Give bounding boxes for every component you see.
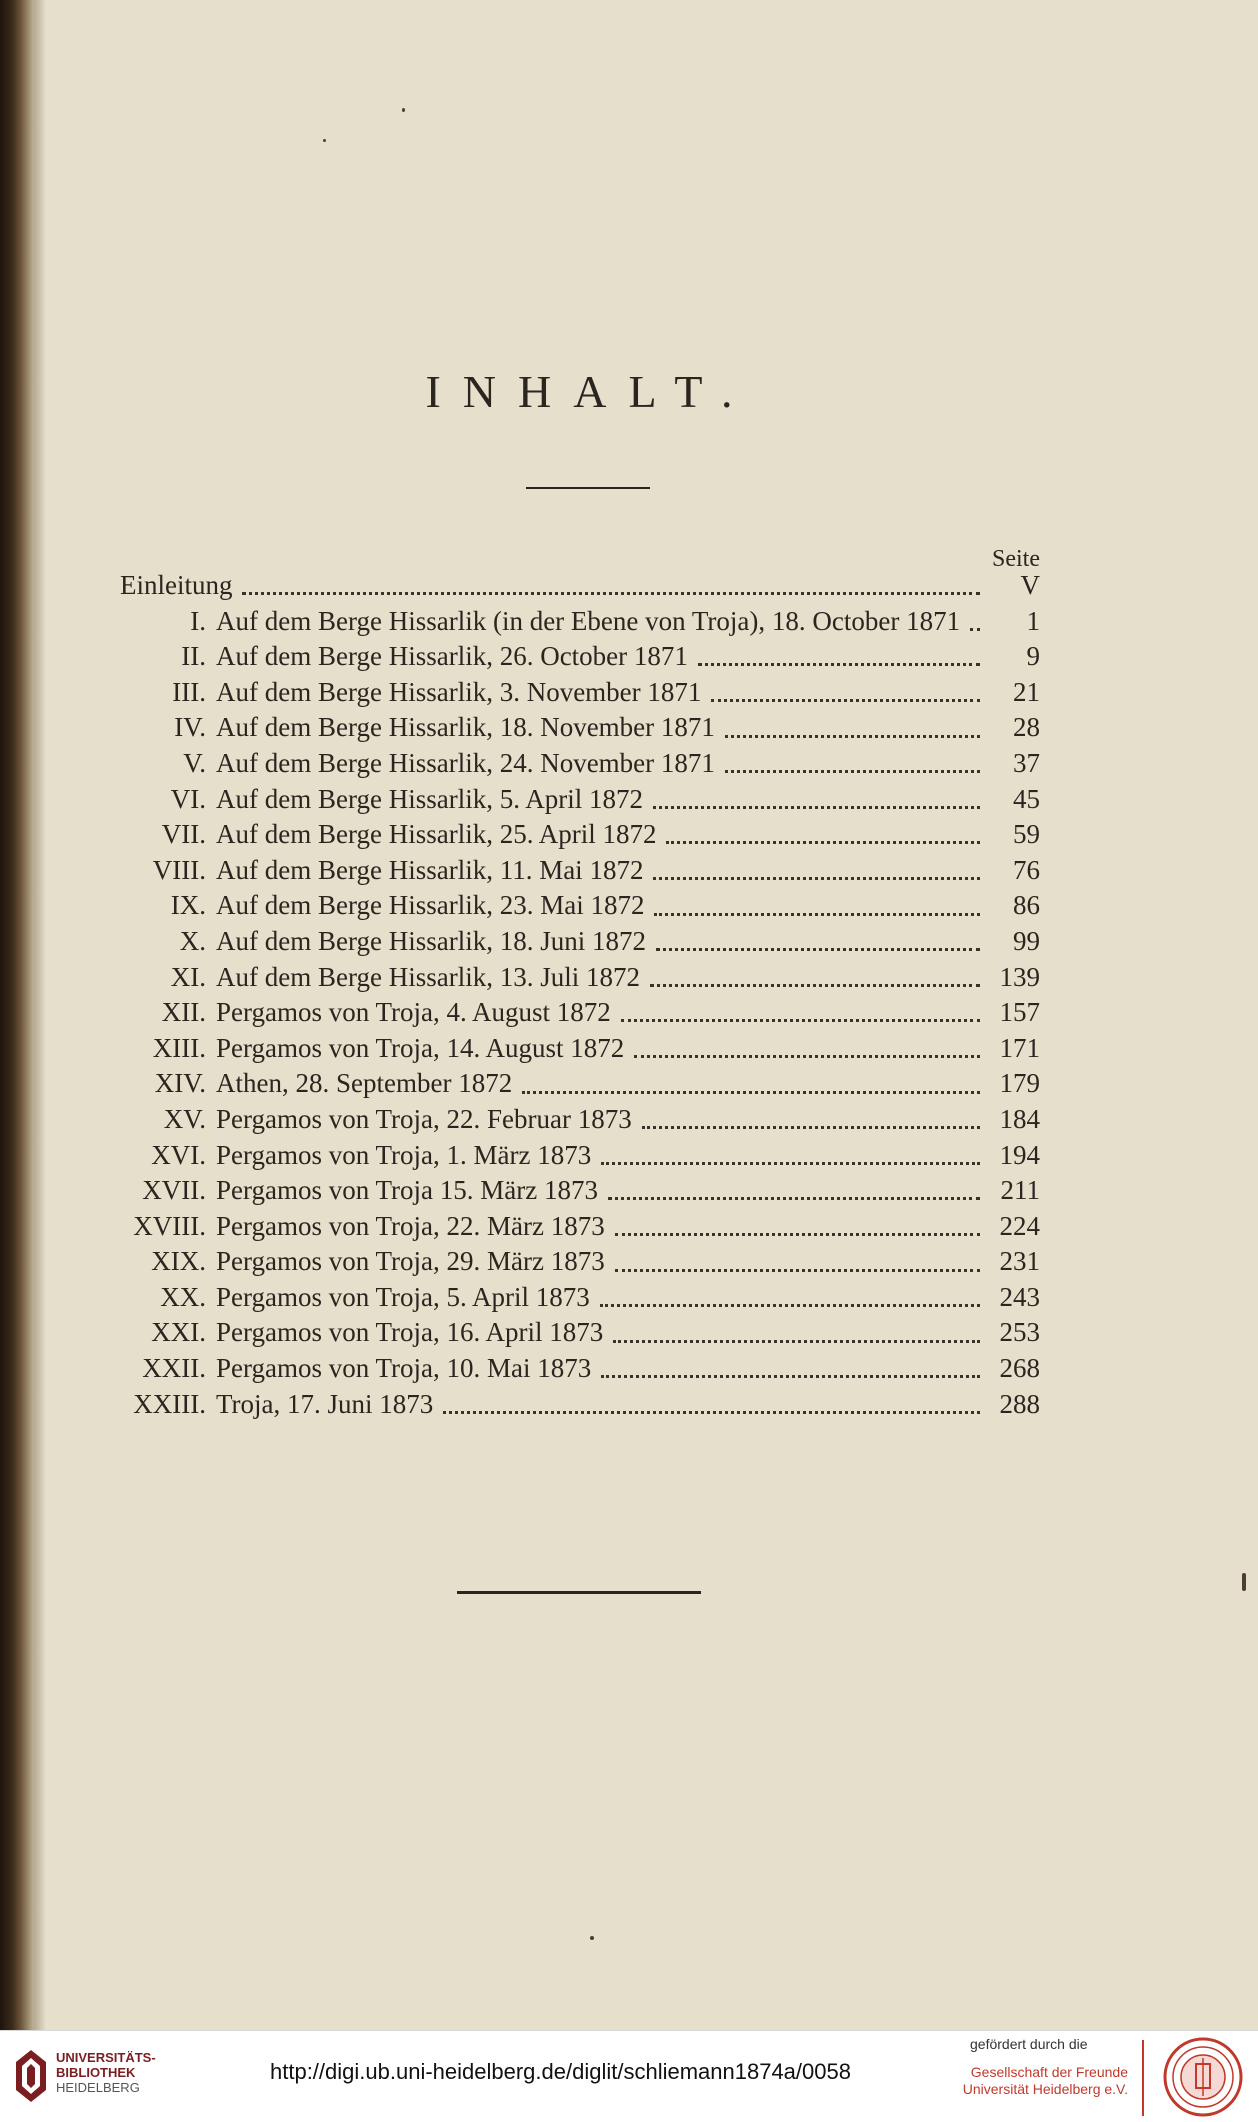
page-number: 243 [999, 1281, 1040, 1312]
chapter-title: Pergamos von Troja, 29. März 1873 [216, 1246, 605, 1277]
page-number: 194 [999, 1139, 1040, 1170]
page-number: 288 [999, 1388, 1040, 1419]
chapter-number: VIII. [152, 854, 206, 885]
toc-entry [120, 604, 1040, 640]
chapter-number: XXII. [142, 1353, 206, 1384]
paper-speck [590, 1936, 594, 1940]
chapter-title: Pergamos von Troja, 22. Februar 1873 [216, 1103, 632, 1134]
page-number: 99 [1013, 925, 1040, 956]
dot-leader [634, 1055, 980, 1058]
toc-entry [120, 924, 1040, 960]
sponsor-name-line: Universität Heidelberg e.V. [962, 2081, 1128, 2097]
funded-by-label: gefördert durch die [970, 2036, 1088, 2052]
chapter-title: Pergamos von Troja, 4. August 1872 [216, 997, 611, 1028]
dot-leader [600, 1304, 980, 1307]
toc-entry [120, 1280, 1040, 1316]
dot-leader [522, 1091, 980, 1094]
dot-leader [656, 948, 980, 951]
page-number: 1 [1026, 605, 1040, 636]
chapter-number: XV. [163, 1103, 206, 1134]
chapter-number: XVI. [151, 1139, 206, 1170]
toc-entry [120, 817, 1040, 853]
spine-shadow [34, 0, 46, 2030]
page-number: 59 [1013, 819, 1040, 850]
toc-entry [120, 1031, 1040, 1067]
paper-speck [1242, 1573, 1246, 1591]
toc-entry [120, 1138, 1040, 1174]
chapter-number: XIII. [152, 1032, 206, 1063]
book-spine [0, 0, 34, 2030]
page-title: INHALT. [425, 366, 755, 417]
table-of-contents [120, 568, 1040, 1422]
ub-heidelberg-logo-icon [14, 2048, 48, 2104]
library-name [56, 2050, 156, 2095]
chapter-number: XIV. [154, 1068, 206, 1099]
dot-leader [698, 663, 980, 666]
chapter-number: IX. [170, 890, 206, 921]
chapter-title: Auf dem Berge Hissarlik, 18. Juni 1872 [216, 925, 646, 956]
toc-entry [120, 995, 1040, 1031]
chapter-number: XXI. [151, 1317, 206, 1348]
chapter-number: XVIII. [133, 1210, 206, 1241]
chapter-title: Auf dem Berge Hissarlik, 3. November 1871 [216, 676, 702, 707]
page-number: 37 [1013, 747, 1040, 778]
dot-leader [654, 913, 980, 916]
dot-leader [242, 592, 980, 595]
dot-leader [711, 699, 980, 702]
chapter-title: Pergamos von Troja, 5. April 1873 [216, 1281, 590, 1312]
chapter-title: Auf dem Berge Hissarlik, 18. November 1871 [216, 712, 715, 743]
toc-entry [120, 782, 1040, 818]
sponsor-name-line: Gesellschaft der Freunde [970, 2064, 1128, 2080]
chapter-number: XI. [170, 961, 206, 992]
chapter-title: Pergamos von Troja, 14. August 1872 [216, 1032, 625, 1063]
toc-entry [120, 1244, 1040, 1280]
page-number: 231 [999, 1246, 1040, 1277]
chapter-title: Troja, 17. Juni 1873 [216, 1388, 434, 1419]
page-number: 211 [1000, 1175, 1040, 1206]
dot-leader [608, 1197, 980, 1200]
paper-speck [402, 108, 405, 112]
toc-entry [120, 853, 1040, 889]
page-number: 184 [999, 1103, 1040, 1134]
toc-entry [120, 746, 1040, 782]
dot-leader [613, 1340, 980, 1343]
page-number: 268 [999, 1353, 1040, 1384]
closing-rule [457, 1591, 701, 1594]
chapter-number: XII. [161, 997, 206, 1028]
dot-leader [650, 984, 980, 987]
dot-leader [666, 841, 980, 844]
chapter-title: Auf dem Berge Hissarlik, 26. October 1871 [216, 641, 688, 672]
dot-leader [653, 877, 980, 880]
chapter-number: X. [179, 925, 206, 956]
page-number: 224 [999, 1210, 1040, 1241]
toc-entry [120, 1173, 1040, 1209]
library-name-line: UNIVERSITÄTS- [56, 2050, 156, 2065]
chapter-title: Einleitung [120, 570, 233, 600]
chapter-title: Auf dem Berge Hissarlik, 24. November 1871 [216, 747, 715, 778]
page-number: 171 [999, 1032, 1040, 1063]
chapter-title: Athen, 28. September 1872 [216, 1068, 513, 1099]
chapter-title: Auf dem Berge Hissarlik, 11. Mai 1872 [216, 854, 644, 885]
page-number: 21 [1013, 676, 1040, 707]
dot-leader [725, 770, 980, 773]
chapter-number: I. [190, 605, 206, 636]
sponsor-name [960, 2064, 1128, 2098]
chapter-title: Auf dem Berge Hissarlik, 23. Mai 1872 [216, 890, 645, 921]
page-number: 157 [999, 997, 1040, 1028]
page-number: 139 [999, 961, 1040, 992]
permalink-url[interactable]: http://digi.ub.uni-heidelberg.de/diglit/schliemann1874a/0058 [270, 2059, 851, 2084]
page-number: 253 [999, 1317, 1040, 1348]
page-number: 179 [999, 1068, 1040, 1099]
toc-entry [120, 960, 1040, 996]
chapter-number: V. [183, 747, 206, 778]
dot-leader [970, 628, 980, 631]
chapter-title: Pergamos von Troja, 16. April 1873 [216, 1317, 604, 1348]
chapter-number: IV. [174, 712, 206, 743]
chapter-number: XIX. [151, 1246, 206, 1277]
chapter-title: Auf dem Berge Hissarlik (in der Ebene von Troja), 18. October 1871 [216, 605, 961, 636]
toc-entry [120, 1315, 1040, 1351]
dot-leader [653, 806, 980, 809]
library-name-line: BIBLIOTHEK [56, 2065, 136, 2080]
toc-entry [120, 1102, 1040, 1138]
page-number: 9 [1026, 641, 1040, 672]
chapter-title: Pergamos von Troja 15. März 1873 [216, 1175, 598, 1206]
page-number: 76 [1013, 854, 1040, 885]
library-name-line: HEIDELBERG [56, 2080, 140, 2095]
toc-entry [120, 710, 1040, 746]
chapter-number: XX. [160, 1281, 206, 1312]
toc-entry [120, 639, 1040, 675]
dot-leader [725, 735, 980, 738]
dot-leader [615, 1269, 980, 1272]
page-column-header: Seite [992, 546, 1040, 572]
toc-entry [120, 888, 1040, 924]
page-number: V [1020, 570, 1040, 600]
toc-entry [120, 1387, 1040, 1423]
chapter-number: VI. [170, 783, 206, 814]
chapter-title: Pergamos von Troja, 22. März 1873 [216, 1210, 605, 1241]
paper-speck [323, 139, 326, 142]
dot-leader [601, 1162, 980, 1165]
dot-leader [601, 1375, 980, 1378]
chapter-number: XVII. [142, 1175, 206, 1206]
chapter-title: Auf dem Berge Hissarlik, 25. April 1872 [216, 819, 657, 850]
page-number: 45 [1013, 783, 1040, 814]
chapter-title: Auf dem Berge Hissarlik, 5. April 1872 [216, 783, 643, 814]
chapter-number: XXIII. [133, 1388, 206, 1419]
chapter-number: VII. [161, 819, 206, 850]
dot-leader [621, 1019, 980, 1022]
toc-entry [120, 1209, 1040, 1245]
page-number: 28 [1013, 712, 1040, 743]
dot-leader [642, 1126, 980, 1129]
dot-leader [443, 1411, 980, 1414]
title-rule [526, 487, 650, 489]
toc-entry [120, 675, 1040, 711]
dot-leader [615, 1233, 980, 1236]
university-seal-icon [1160, 2036, 1246, 2118]
toc-entry [120, 1066, 1040, 1102]
chapter-title: Auf dem Berge Hissarlik, 13. Juli 1872 [216, 961, 640, 992]
page-number: 86 [1013, 890, 1040, 921]
toc-entry [120, 1351, 1040, 1387]
footer-divider [1142, 2040, 1144, 2116]
toc-entry [120, 568, 1040, 604]
chapter-number: II. [181, 641, 206, 672]
chapter-title: Pergamos von Troja, 10. Mai 1873 [216, 1353, 592, 1384]
chapter-number: III. [172, 676, 206, 707]
chapter-title: Pergamos von Troja, 1. März 1873 [216, 1139, 592, 1170]
